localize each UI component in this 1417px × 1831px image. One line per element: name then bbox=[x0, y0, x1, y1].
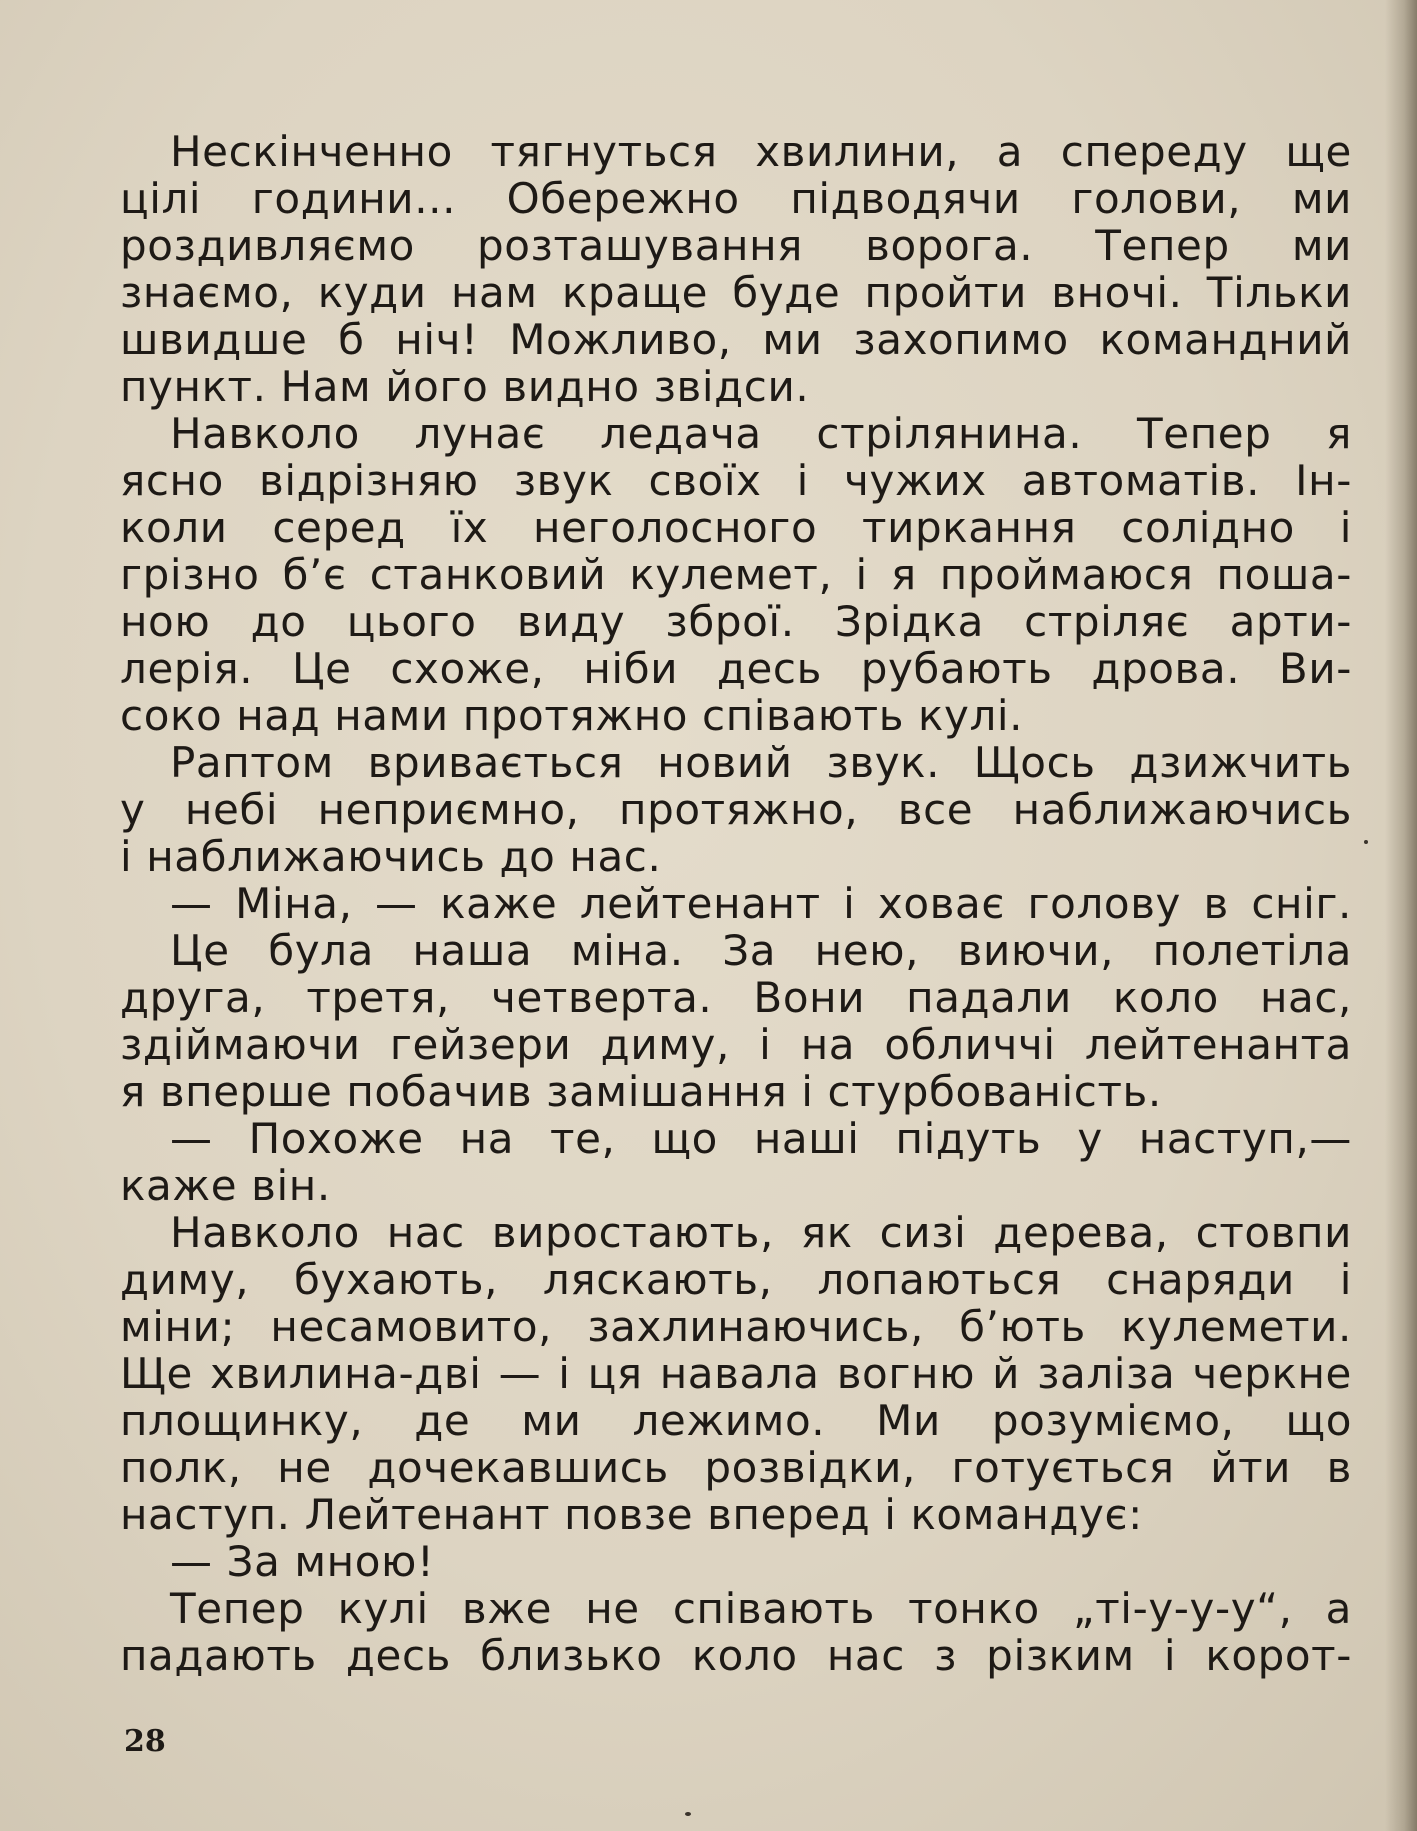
text-line: друга, третя, четверта. Вони падали коло нас, bbox=[120, 973, 1352, 1022]
text-line: — За мною! bbox=[170, 1537, 435, 1586]
page-number: 28 bbox=[124, 1724, 166, 1759]
text-line: міни; несамовито, захлинаючись, б’ють кулемети. bbox=[120, 1302, 1352, 1351]
text-line: падають десь близько коло нас з різким і корот- bbox=[120, 1631, 1352, 1680]
text-line: Тепер кулі вже не співають тонко „ті-у-у-у“, а bbox=[170, 1584, 1352, 1633]
text-line: соко над нами протяжно співають кулі. bbox=[120, 691, 1024, 740]
text-line: лерія. Це схоже, ніби десь рубають дрова. Ви- bbox=[120, 644, 1352, 693]
text-line: коли серед їх неголосного тиркання солідно і bbox=[120, 503, 1352, 552]
body-text bbox=[120, 128, 1352, 1679]
text-line: швидше б ніч! Можливо, ми захопимо командний bbox=[120, 315, 1352, 364]
text-line: і наближаючись до нас. bbox=[120, 832, 662, 881]
text-line: Раптом вривається новий звук. Щось дзижчить bbox=[170, 738, 1352, 787]
text-line: Ще хвилина-дві — і ця навала вогню й заліза черкне bbox=[120, 1349, 1352, 1398]
text-line: Це була наша міна. За нею, виючи, полетіла bbox=[170, 926, 1352, 975]
text-line: ясно відрізняю звук своїх і чужих автоматів. Ін- bbox=[120, 456, 1352, 505]
text-line: Навколо лунає ледача стрілянина. Тепер я bbox=[170, 409, 1352, 458]
text-line: — Міна, — каже лейтенант і ховає голову в сніг. bbox=[170, 879, 1352, 928]
page-edge-shadow bbox=[1385, 0, 1417, 1831]
text-line: наступ. Лейтенант повзе вперед і командує: bbox=[120, 1490, 1143, 1539]
text-line: пункт. Нам його видно звідси. bbox=[120, 362, 810, 411]
text-line: диму, бухають, ляскають, лопаються снаряди і bbox=[120, 1255, 1352, 1304]
text-line: — Похоже на те, що наші підуть у наступ,— bbox=[170, 1114, 1352, 1163]
text-line: грізно б’є станковий кулемет, і я проймаюся поша- bbox=[120, 550, 1352, 599]
print-speck bbox=[685, 1812, 691, 1816]
text-line: у небі неприємно, протяжно, все наближаючись bbox=[120, 785, 1352, 834]
text-line: я вперше побачив замішання і стурбованість. bbox=[120, 1067, 1162, 1116]
text-line: площинку, де ми лежимо. Ми розуміємо, що bbox=[120, 1396, 1352, 1445]
text-line: Нескінченно тягнуться хвилини, а спереду ще bbox=[170, 127, 1352, 176]
text-line: здіймаючи гейзери диму, і на обличчі лейтенанта bbox=[120, 1020, 1352, 1069]
text-line: ною до цього виду зброї. Зрідка стріляє арти- bbox=[120, 597, 1352, 646]
text-line: роздивляємо розташування ворога. Тепер ми bbox=[120, 221, 1352, 270]
text-line: знаємо, куди нам краще буде пройти вночі. Тільки bbox=[120, 268, 1352, 317]
text-line: цілі години... Обережно підводячи голови, ми bbox=[120, 174, 1352, 223]
text-line: полк, не дочекавшись розвідки, готується йти в bbox=[120, 1443, 1352, 1492]
print-speck bbox=[1364, 840, 1368, 844]
text-line: Навколо нас виростають, як сизі дерева, стовпи bbox=[170, 1208, 1352, 1257]
text-line: каже він. bbox=[120, 1161, 331, 1210]
